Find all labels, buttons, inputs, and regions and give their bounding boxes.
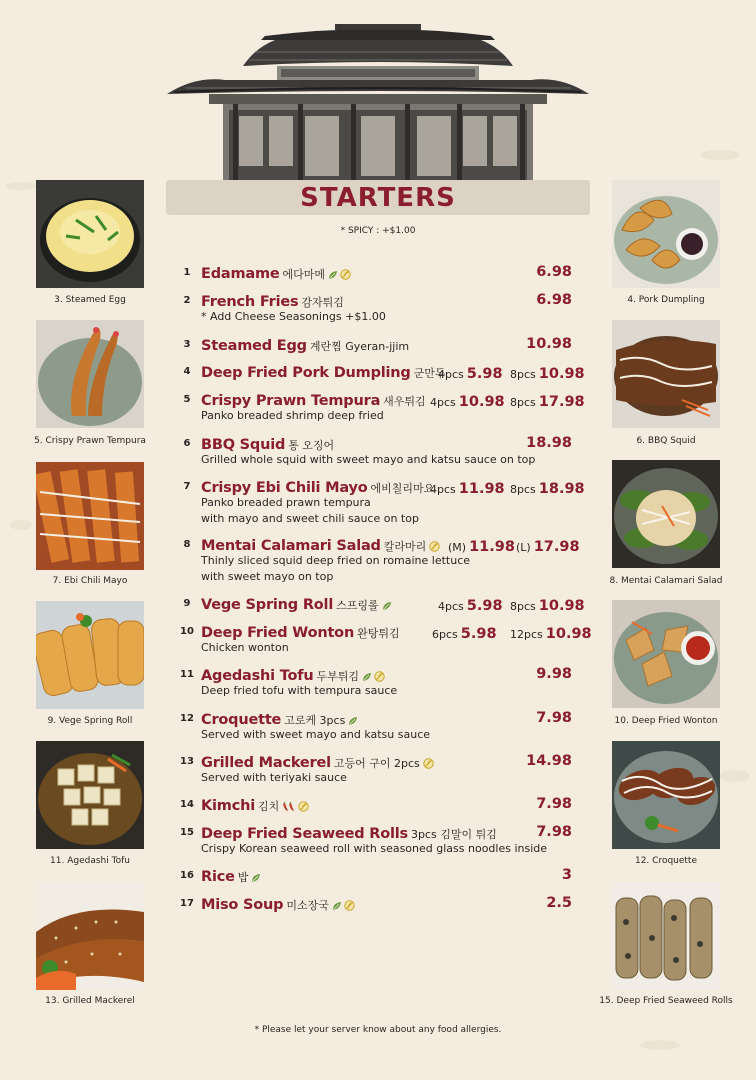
item-number: 12	[180, 713, 194, 724]
item-korean-name: 새우튀김	[383, 395, 426, 408]
size-label: 6pcs	[432, 628, 458, 641]
item-price: 7.98	[536, 824, 572, 840]
item-number: 14	[180, 799, 194, 810]
gluten-free-icon	[374, 671, 385, 682]
item-name: Mentai Calamari Salad	[201, 538, 381, 554]
dietary-icons	[332, 895, 357, 914]
size-price: 5.98	[460, 626, 497, 642]
gluten-free-icon	[429, 541, 440, 552]
grilled-mackerel-photo	[36, 882, 144, 990]
item-number: 5	[183, 394, 191, 405]
item-number: 2	[183, 295, 191, 306]
vegetarian-icon	[328, 270, 338, 280]
item-number: 9	[183, 598, 191, 609]
item-title-line	[201, 665, 576, 685]
item-description: Served with teriyaki sauce	[201, 771, 347, 784]
size-price-option	[438, 595, 503, 614]
item-number: 11	[180, 669, 194, 680]
item-name: Crispy Prawn Tempura	[201, 393, 381, 409]
photo-caption: 4. Pork Dumpling	[627, 295, 705, 305]
item-korean-name: 두부튀김	[316, 670, 360, 683]
size-label: 8pcs	[510, 483, 536, 496]
gluten-free-icon	[340, 269, 351, 280]
photo-caption: 7. Ebi Chili Mayo	[52, 576, 128, 586]
size-label: 4pcs	[438, 600, 464, 613]
croquette-photo	[612, 741, 720, 849]
spicy-surcharge-note: * SPICY : +$1.00	[340, 226, 416, 236]
wonton-photo	[612, 600, 720, 708]
item-name: Crispy Ebi Chili Mayo	[201, 480, 368, 496]
item-name: Agedashi Tofu	[201, 668, 314, 684]
item-korean-name: 3pcs 김말이 튀김	[410, 828, 497, 841]
size-price: 5.98	[466, 598, 503, 614]
paper-texture	[6, 182, 36, 190]
photo-caption: 5. Crispy Prawn Tempura	[34, 436, 146, 446]
ebi-chili-mayo-photo	[36, 462, 144, 570]
gluten-free-icon	[298, 801, 309, 812]
item-number: 15	[180, 827, 194, 838]
spring-roll-photo	[36, 601, 144, 709]
item-name: French Fries	[201, 294, 299, 310]
item-number: 13	[180, 756, 194, 767]
size-price: 5.98	[466, 366, 503, 382]
size-price: 18.98	[538, 481, 585, 497]
item-name: BBQ Squid	[201, 437, 286, 453]
item-name: Deep Fried Seaweed Rolls	[201, 826, 408, 842]
item-korean-name: 고등어 구이 2pcs	[333, 757, 420, 770]
item-description: Served with sweet mayo and katsu sauce	[201, 728, 431, 741]
item-korean-name: 통 오징어	[288, 439, 335, 452]
item-description: Panko breaded shrimp deep fried	[201, 409, 384, 422]
item-number: 17	[180, 898, 194, 909]
item-price: 18.98	[526, 435, 572, 451]
item-name: Miso Soup	[201, 897, 284, 913]
photo-caption: 6. BBQ Squid	[636, 436, 696, 446]
item-title-line	[201, 866, 576, 886]
item-price: 2.5	[546, 895, 572, 911]
allergy-note: * Please let your server know about any food allergies.	[254, 1025, 502, 1035]
pagoda-roof-illustration	[165, 18, 591, 188]
paper-texture	[700, 150, 740, 160]
item-korean-name: 에비칠리마요	[370, 482, 435, 495]
pork-dumpling-photo	[612, 180, 720, 288]
item-number: 6	[183, 438, 191, 449]
item-korean-name: 계란찜 Gyeran-jjim	[309, 340, 410, 353]
vegetarian-icon	[332, 901, 342, 911]
item-name: Rice	[201, 869, 235, 885]
size-label: 12pcs	[510, 628, 543, 641]
item-number: 10	[180, 626, 194, 637]
item-name: Kimchi	[201, 798, 256, 814]
item-korean-name: 에다마메	[282, 268, 326, 281]
dietary-icons	[251, 867, 263, 886]
item-number: 8	[183, 539, 191, 550]
dietary-icons	[282, 796, 311, 815]
item-description: with sweet mayo on top	[201, 570, 334, 583]
item-description: Deep fried tofu with tempura sauce	[201, 684, 398, 697]
dietary-icons	[423, 753, 436, 772]
paper-texture	[640, 1040, 680, 1050]
item-number: 7	[183, 481, 191, 492]
item-price: 9.98	[536, 666, 572, 682]
item-korean-name: 김치	[258, 800, 280, 813]
item-title-line	[201, 709, 576, 729]
size-label: 8pcs	[510, 368, 536, 381]
dietary-icons	[328, 264, 353, 283]
item-title-line	[201, 894, 576, 914]
item-name: Steamed Egg	[201, 338, 307, 354]
size-price-option	[516, 536, 580, 555]
calamari-salad-photo	[612, 460, 720, 568]
gluten-free-icon	[344, 900, 355, 911]
item-description: * Add Cheese Seasonings +$1.00	[201, 310, 386, 323]
size-price-option	[510, 595, 585, 614]
vegetarian-icon	[382, 601, 392, 611]
size-price: 17.98	[538, 394, 585, 410]
size-price: 17.98	[533, 539, 580, 555]
item-price: 3	[561, 867, 572, 883]
spicy-icon	[282, 802, 296, 812]
item-price: 6.98	[536, 264, 572, 280]
item-korean-name: 스프링롤	[336, 599, 379, 612]
size-label: 4pcs	[438, 368, 464, 381]
item-name: Grilled Mackerel	[201, 755, 331, 771]
vegetarian-icon	[348, 716, 358, 726]
gluten-free-icon	[423, 758, 434, 769]
item-name: Deep Fried Pork Dumpling	[201, 365, 411, 381]
item-title-line	[201, 823, 576, 843]
item-number: 3	[183, 339, 191, 350]
size-label: 8pcs	[510, 600, 536, 613]
item-korean-name: 칼라마리	[383, 540, 427, 553]
size-price: 11.98	[469, 539, 515, 555]
item-name: Deep Fried Wonton	[201, 625, 355, 641]
photo-caption: 15. Deep Fried Seaweed Rolls	[599, 996, 733, 1006]
photo-caption: 9. Vege Spring Roll	[47, 716, 133, 726]
item-korean-name: 미소장국	[286, 899, 329, 912]
item-number: 1	[183, 267, 191, 278]
size-price-option	[430, 391, 505, 410]
photo-caption: 3. Steamed Egg	[54, 295, 126, 305]
item-description: with mayo and sweet chili sauce on top	[201, 512, 419, 525]
size-price-option	[430, 478, 505, 497]
size-label: 4pcs	[430, 483, 456, 496]
size-label: 8pcs	[510, 396, 536, 409]
size-price-option	[448, 536, 515, 555]
item-title-line	[201, 335, 576, 355]
photo-caption: 10. Deep Fried Wonton	[614, 716, 718, 726]
size-price-option	[510, 391, 585, 410]
page-title: STARTERS	[300, 182, 456, 213]
item-name: Vege Spring Roll	[201, 597, 334, 613]
item-description: Chicken wonton	[201, 641, 289, 654]
prawn-tempura-photo	[36, 320, 144, 428]
agedashi-tofu-photo	[36, 741, 144, 849]
size-price: 11.98	[458, 481, 505, 497]
item-number: 4	[183, 366, 191, 377]
size-price-option	[432, 623, 497, 642]
steamed-egg-photo	[36, 180, 144, 288]
title-banner	[166, 180, 590, 215]
dietary-icons	[382, 595, 394, 614]
item-title-line	[201, 434, 576, 454]
vegetarian-icon	[362, 672, 372, 682]
item-description: Panko breaded prawn tempura	[201, 496, 371, 509]
size-price: 10.98	[538, 366, 585, 382]
dietary-icons	[362, 666, 387, 685]
item-korean-name: 밥	[237, 871, 249, 884]
item-description: Crispy Korean seaweed roll with seasoned glass noodles inside	[201, 842, 548, 855]
item-title-line	[201, 291, 576, 311]
size-price: 10.98	[458, 394, 505, 410]
item-title-line	[201, 263, 576, 283]
size-price: 10.98	[538, 598, 585, 614]
item-name: Croquette	[201, 712, 282, 728]
seaweed-rolls-photo	[612, 882, 720, 990]
item-price: 7.98	[536, 710, 572, 726]
item-title-line	[201, 752, 576, 772]
item-korean-name: 고로케 3pcs	[284, 714, 346, 727]
item-price: 6.98	[536, 292, 572, 308]
paper-texture	[10, 520, 32, 530]
item-price: 7.98	[536, 796, 572, 812]
item-price: 14.98	[526, 753, 572, 769]
size-price-option	[510, 623, 592, 642]
photo-caption: 11. Agedashi Tofu	[50, 856, 130, 866]
item-description: Grilled whole squid with sweet mayo and katsu sauce on top	[201, 453, 536, 466]
size-price-option	[438, 363, 503, 382]
item-price: 10.98	[526, 336, 572, 352]
item-korean-name: 감자튀김	[301, 296, 344, 309]
photo-caption: 13. Grilled Mackerel	[45, 996, 135, 1006]
size-label: (L)	[516, 541, 531, 554]
size-label: 4pcs	[430, 396, 456, 409]
dietary-icons	[429, 536, 442, 555]
size-price-option	[510, 363, 585, 382]
paper-texture	[720, 770, 750, 782]
bbq-squid-photo	[612, 320, 720, 428]
size-price-option	[510, 478, 585, 497]
item-description: Thinly sliced squid deep fried on romaine lettuce	[201, 554, 471, 567]
item-number: 16	[180, 870, 194, 881]
item-korean-name: 군만두	[413, 367, 446, 380]
photo-caption: 8. Mentai Calamari Salad	[609, 576, 723, 586]
size-price: 10.98	[545, 626, 592, 642]
item-korean-name: 완탕튀김	[357, 627, 400, 640]
size-label: (M)	[448, 541, 467, 554]
item-name: Edamame	[201, 266, 280, 282]
vegetarian-icon	[251, 873, 261, 883]
photo-caption: 12. Croquette	[634, 856, 697, 866]
item-title-line	[201, 795, 576, 815]
dietary-icons	[348, 710, 360, 729]
